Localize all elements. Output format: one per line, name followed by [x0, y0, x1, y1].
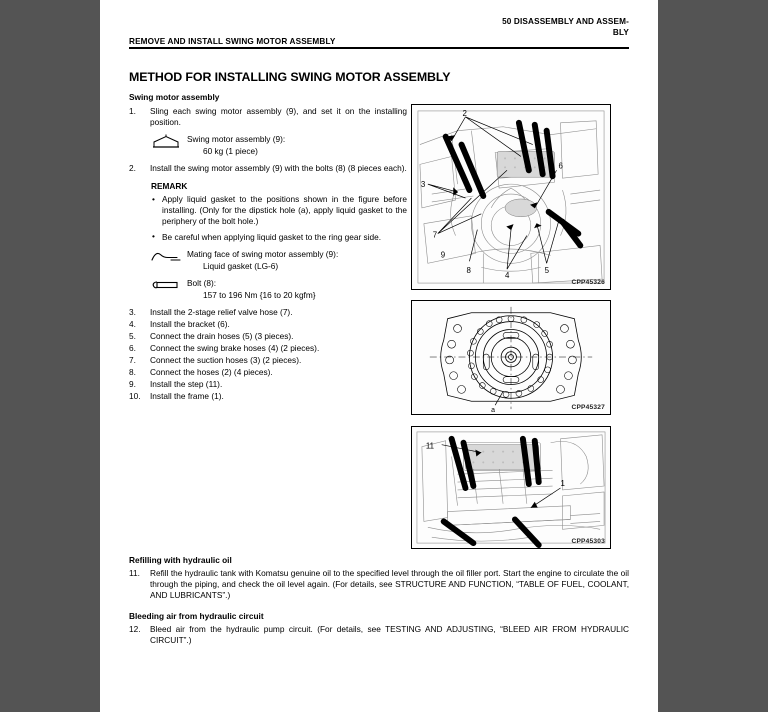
figure-callout: 11: [425, 441, 435, 451]
step-number: 2.: [129, 163, 136, 174]
section-heading-assembly: Swing motor assembly: [129, 92, 220, 102]
figure-id: CPP45326: [571, 279, 605, 286]
step-number: 8.: [129, 367, 136, 378]
procedure-step: [129, 391, 407, 402]
document-page: [100, 0, 658, 712]
spec-label: Bolt (8):: [187, 277, 217, 288]
figure-mating-face: [411, 300, 611, 415]
header-right-title: 50 DISASSEMBLY AND ASSEM- BLY: [502, 17, 629, 37]
figure-callout: a: [491, 407, 496, 414]
page-title: METHOD FOR INSTALLING SWING MOTOR ASSEMBLY: [129, 70, 451, 84]
figure-callout: 9: [440, 250, 446, 260]
step-text: Bleed air from the hydraulic pump circuit. (For details, see TESTING AND ADJUSTING, “BLEED AIR FROM HYDRAULIC CIRCUIT”.): [150, 623, 629, 645]
step-text: Connect the drain hoses (5) (3 pieces).: [150, 330, 294, 341]
step-text: Connect the suction hoses (3) (2 pieces).: [150, 355, 302, 366]
step-text: Connect the swing brake hoses (4) (2 pieces).: [150, 342, 320, 353]
procedure-step: [129, 163, 407, 174]
figure-id: CPP45303: [571, 538, 605, 545]
page-header: [129, 17, 629, 49]
step-number: 10.: [129, 391, 141, 402]
spec-label: Mating face of swing motor assembly (9):: [187, 248, 339, 259]
step-number: 6.: [129, 342, 136, 353]
procedure-step: [129, 307, 407, 318]
section-heading-refilling: Refilling with hydraulic oil: [129, 555, 232, 565]
procedure-step: [129, 319, 407, 330]
procedure-step: [129, 367, 407, 378]
remark-item: [151, 232, 407, 243]
procedure-step: [129, 355, 407, 366]
bullet-dot-icon: •: [152, 193, 155, 204]
figure-callout: 6: [558, 161, 563, 171]
sling-lift-icon: [151, 134, 181, 148]
step-number: 7.: [129, 355, 136, 366]
spec-label: Swing motor assembly (9):: [187, 134, 286, 145]
step-number: 4.: [129, 318, 136, 329]
spec-block-gasket: [151, 249, 407, 272]
step-text: Install the 2-stage relief valve hose (7).: [150, 306, 293, 317]
figure-callout: 8: [466, 266, 471, 276]
header-left-title: REMOVE AND INSTALL SWING MOTOR ASSEMBLY: [129, 37, 336, 46]
remark-text: Be careful when applying liquid gasket to the ring gear side.: [162, 231, 382, 242]
step-text: Connect the hoses (2) (4 pieces).: [150, 367, 273, 378]
figure-frame-and-step: [411, 426, 611, 549]
procedure-step: [129, 624, 629, 646]
spec-value: 60 kg (1 piece): [203, 146, 258, 157]
step-text: Install the swing motor assembly (9) with the bolts (8) (8 pieces each).: [150, 163, 407, 174]
procedure-text-column: [129, 92, 407, 403]
step-number: 11.: [129, 568, 140, 578]
procedure-step: [129, 568, 629, 601]
figure-swing-motor-overview: [411, 104, 611, 290]
remark-block: [151, 181, 407, 242]
liquid-gasket-bead-icon: [151, 249, 181, 263]
spec-value: 157 to 196 Nm {16 to 20 kgfm}: [203, 289, 316, 300]
figure-callout: 1: [560, 479, 565, 489]
procedure-step: [129, 106, 407, 128]
spec-value: Liquid gasket (LG-6): [203, 260, 279, 271]
header-divider-rule: [129, 47, 629, 49]
procedure-step: [129, 331, 407, 342]
step-number: 12.: [129, 623, 141, 634]
step-number: 1.: [129, 106, 136, 116]
section-heading-bleeding: Bleeding air from hydraulic circuit: [129, 610, 264, 621]
step-text: Install the bracket (6).: [150, 318, 230, 329]
figure-callout: 7: [432, 230, 438, 240]
step-number: 5.: [129, 330, 136, 341]
procedure-step: [129, 379, 407, 390]
step-text: Sling each swing motor assembly (9), and set it on the installing position.: [150, 106, 407, 128]
step-number: 9.: [129, 379, 136, 390]
remark-heading: REMARK: [151, 181, 188, 192]
remark-item: [151, 194, 407, 227]
figure-id: CPP45327: [571, 404, 605, 411]
procedure-step: [129, 343, 407, 354]
bullet-dot-icon: •: [152, 231, 155, 242]
step-text: Refill the hydraulic tank with Komatsu genuine oil to the specified level through the oil filler port. Start the engine to circulate the oil through the piping, and check the oil level again. (For details, see STRUCTURE AND FUNCTION, “TABLE OF FUEL, COOLANT, AND LUBRICANTS”.): [150, 568, 629, 601]
bottom-procedure-column: [129, 555, 629, 648]
step-text: Install the frame (1).: [150, 391, 224, 402]
remark-text: Apply liquid gasket to the positions shown in the figure before installing. (Only for the dipstick hole (a), apply liquid gasket to the periphery of the bolt hole.): [162, 194, 407, 227]
figure-callout: 5: [544, 266, 550, 276]
step-text: Install the step (11).: [150, 379, 223, 390]
spec-block-torque: [151, 278, 407, 301]
step-number: 3.: [129, 306, 136, 317]
figure-callout: 2: [462, 108, 467, 118]
torque-wrench-bolt-icon: [151, 278, 181, 292]
figure-callout: 4: [505, 271, 510, 281]
spec-block-weight: [151, 134, 407, 157]
figure-callout: 3: [420, 180, 426, 190]
